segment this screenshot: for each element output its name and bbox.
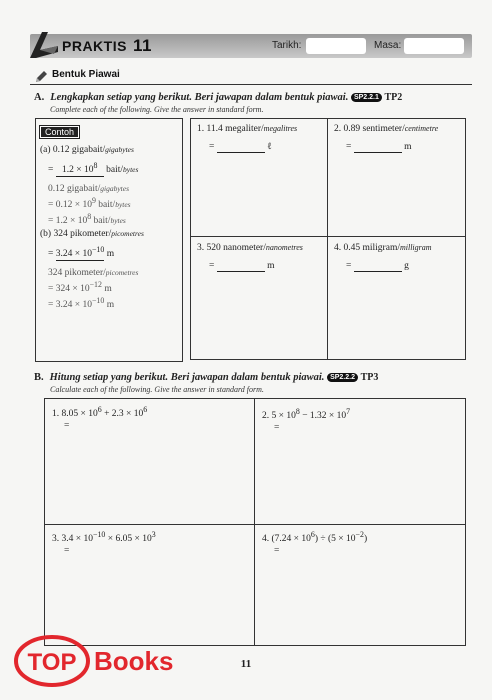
sp-badge: SP2.2.2: [327, 373, 358, 382]
tarikh-field[interactable]: [306, 38, 366, 54]
pencil-icon: [34, 70, 48, 84]
example-a: (a) 0.12 gigabait/gigabytes = $1.2 \times 10^8$ bait/bytes 0.12 gigabait/gigabytes = $0.12 \times 10^9$ bait/bytes = $1.2 \times 10^8$ bait/bytes: [40, 145, 139, 227]
part-b-question-3: 3. $3.4 \times 10^{-10} \times 6.05 \times 10^3$ =: [52, 530, 156, 557]
answer-blank[interactable]: [354, 142, 402, 153]
logo-top-text: TOP: [27, 649, 77, 676]
contoh-tag: Contoh: [40, 122, 79, 140]
part-a-question-1: 1. 11.4 megaliter/megalitres = ℓ: [197, 124, 298, 152]
part-a-instruction-en: Complete each of the following. Give the answer in standard form.: [50, 105, 264, 114]
part-b-question-1: 1. $8.05 \times 10^6 + 2.3 \times 10^6$ =: [52, 405, 148, 432]
answer-blank[interactable]: [354, 261, 402, 272]
masa-label: Masa:: [374, 40, 402, 51]
part-b-instruction-en: Calculate each of the following. Give the answer in standard form.: [50, 385, 264, 394]
logo-books-text: Books: [94, 646, 174, 676]
part-b-question-4: 4. $(7.24 \times 10^6) \div (5 \times 10^{-2})$ =: [262, 530, 368, 557]
part-b-instruction: B. Hitung setiap yang berikut. Beri jawapan dalam bentuk piawai. SP2.2.2 TP3: [34, 372, 379, 383]
part-a-instruction: A. Lengkapkan setiap yang berikut. Beri jawapan dalam bentuk piawai. SP2.2.1 TP2: [34, 92, 403, 103]
answer-blank[interactable]: [217, 142, 265, 153]
part-a-question-3: 3. 520 nanometer/nanometres = m: [197, 243, 303, 271]
part-a-answer-grid: [190, 118, 466, 360]
section-divider: [30, 84, 472, 85]
section-title: Bentuk Piawai: [52, 69, 120, 80]
part-b-question-2: 2. $5 \times 10^8 - 1.32 \times 10^7$ =: [262, 407, 351, 434]
part-b-answer-grid: [44, 398, 466, 646]
page-title: PRAKTIS 11: [62, 36, 152, 55]
part-a-question-4: 4. 0.45 miligram/milligram = g: [334, 243, 432, 271]
page-number: 11: [240, 658, 252, 670]
masa-field[interactable]: [404, 38, 464, 54]
answer-blank[interactable]: [217, 261, 265, 272]
example-b: (b) 324 pikometer/picometres = $3.24 \times 10^{-10}$ m 324 pikometer/picometres = $324 \times 10^{-12}$ m = $3.24 \times 10^{-10}$ m: [40, 229, 144, 311]
arrow-logo-icon: [28, 28, 62, 62]
part-a-question-2: 2. 0.89 sentimeter/centimetre = m: [334, 124, 439, 152]
sp-badge: SP2.2.1: [351, 93, 382, 102]
tarikh-label: Tarikh:: [272, 40, 302, 51]
topbooks-logo: [10, 630, 210, 692]
